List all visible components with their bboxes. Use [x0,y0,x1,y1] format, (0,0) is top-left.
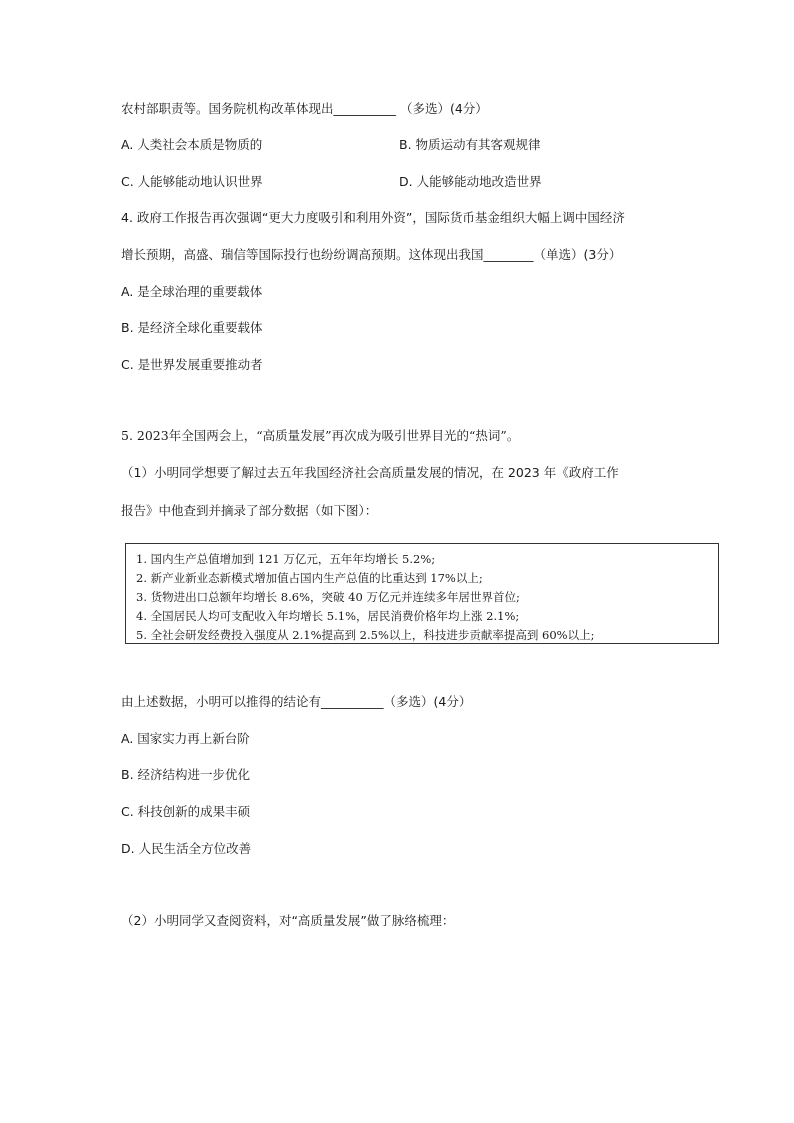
q4-option-c: C. 是世界发展重要推动者 [121,357,263,372]
q5-part1-question: 由上述数据，小明可以推得的结论有__________（多选）(4分） [121,694,472,709]
q5-part1-option-d: D. 人民生活全方位改善 [121,841,252,856]
data-row: 3. 货物进出口总额年均增长 8.6%，突破 40 万亿元并连续多年居世界首位; [136,590,520,604]
q5-part1-option-a: A. 国家实力再上新台阶 [121,731,250,746]
q3-stem: 农村部职责等。国务院机构改革体现出__________ （多选）(4分） [121,101,488,116]
q4-option-b: B. 是经济全球化重要载体 [121,320,263,335]
q5-part1-line2: 报告》中他查到并摘录了部分数据（如下图）： [121,503,378,518]
q5-intro: 5. 2023年全国两会上，“高质量发展”再次成为吸引世界目光的“热词”。 [121,428,520,443]
data-row: 5. 全社会研发经费投入强度从 2.1%提高到 2.5%以上，科技进步贡献率提高到 60%以上; [136,628,595,642]
q5-part1-option-b: B. 经济结构进一步优化 [121,767,251,782]
q3-option-d: D. 人能够能动地改造世界 [399,174,542,189]
data-excerpt-box [125,543,719,644]
q4-option-a: A. 是全球治理的重要载体 [121,284,263,299]
q3-option-a: A. 人类社会本质是物质的 [121,137,263,152]
q5-part1-line1: （1）小明同学想要了解过去五年我国经济社会高质量发展的情况，在 2023 年《政府工作 [121,465,619,480]
data-row: 4. 全国居民人均可支配收入年均增长 5.1%，居民消费价格年均上涨 2.1%; [136,609,520,623]
q4-stem-line1: 4. 政府工作报告再次强调“更大力度吸引和利用外资”，国际货币基金组织大幅上调中国经济 [121,210,625,225]
q4-stem-line2: 增长预期，高盛、瑞信等国际投行也纷纷调高预期。这体现出我国________（单选）(3分） [121,247,622,262]
q3-option-c: C. 人能够能动地认识世界 [121,174,263,189]
data-row: 2. 新产业新业态新模式增加值占国内生产总值的比重达到 17%以上; [136,571,483,585]
q5-part1-option-c: C. 科技创新的成果丰硕 [121,804,251,819]
data-row: 1. 国内生产总值增加到 121 万亿元，五年年均增长 5.2%; [136,552,436,566]
q3-option-b: B. 物质运动有其客观规律 [399,137,541,152]
q5-part2: （2）小明同学又查阅资料，对“高质量发展”做了脉络梳理： [121,913,455,928]
